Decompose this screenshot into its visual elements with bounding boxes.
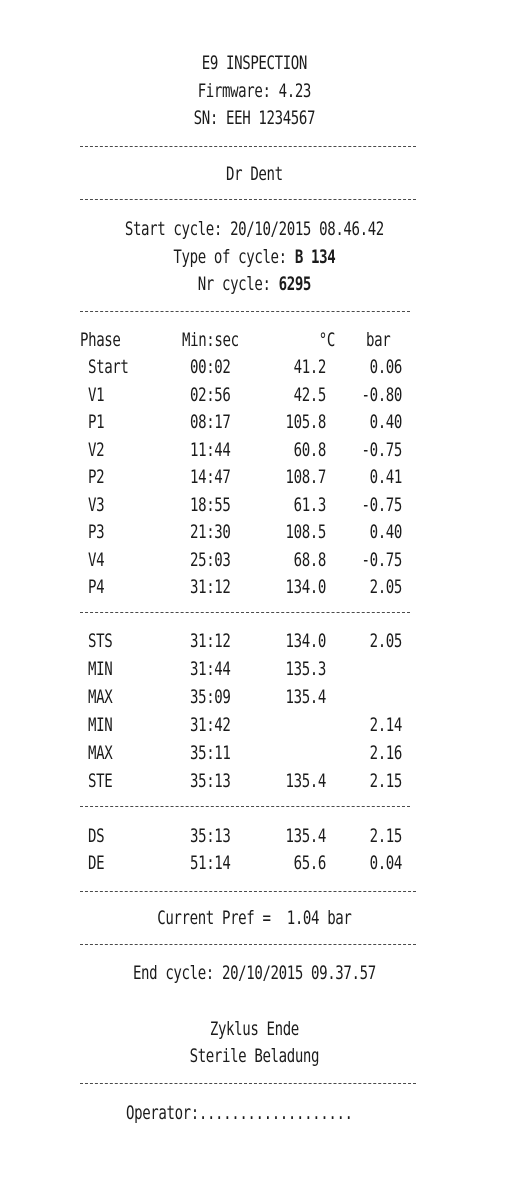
cell-phase: V3 (88, 493, 105, 516)
cell-time: 08:17 (190, 411, 231, 433)
cell-temp: 134.0 (285, 630, 326, 652)
cell-phase: DS (88, 825, 105, 847)
cell-time: 51:14 (190, 852, 231, 874)
cell-time: 14:47 (190, 466, 231, 488)
cell-time: 00:02 (190, 356, 231, 378)
cell-temp: 135.4 (285, 825, 326, 847)
cell-pressure: 0.04 (369, 852, 402, 874)
cell-temp: 135.4 (285, 770, 326, 792)
cell-temp: 105.8 (285, 411, 326, 433)
cell-time: 35:13 (190, 770, 231, 792)
cell-phase: V2 (88, 438, 105, 461)
cell-phase: P2 (88, 466, 105, 488)
cell-pressure: 2.05 (369, 576, 402, 598)
cell-pressure: 0.40 (369, 411, 402, 433)
col-header-temp: °C (318, 329, 335, 351)
firmware-version: Firmware: 4.23 (197, 80, 312, 102)
cell-temp: 65.6 (293, 852, 326, 874)
cell-temp: 42.5 (293, 383, 326, 406)
divider (80, 199, 416, 200)
cell-pressure: -0.75 (361, 438, 402, 461)
cell-time: 02:56 (190, 383, 231, 406)
cell-temp: 134.0 (285, 576, 326, 598)
cell-pressure: 0.41 (369, 466, 402, 488)
cell-phase: STE (88, 770, 113, 792)
cell-temp: 135.3 (285, 658, 326, 680)
divider (80, 944, 416, 945)
cell-pressure: 0.40 (369, 521, 402, 543)
cycle-type: Type of cycle: B 134 (173, 246, 336, 268)
divider (80, 311, 410, 312)
cycle-number: Nr cycle: 6295 (197, 273, 312, 295)
cell-pressure: -0.75 (361, 548, 402, 571)
end-cycle: End cycle: 20/10/2015 09.37.57 (132, 962, 376, 984)
cell-phase: Start (88, 356, 129, 378)
cell-temp: 135.4 (285, 686, 326, 708)
cell-time: 11:44 (190, 438, 231, 461)
divider (80, 1083, 416, 1084)
sterile-load-note: Sterile Beladung (189, 1045, 320, 1067)
cell-phase: STS (88, 630, 113, 652)
operator-field: Operator:................... (126, 1102, 353, 1124)
cell-time: 35:11 (190, 742, 231, 764)
cell-temp: 108.7 (285, 466, 326, 488)
cell-phase: P4 (88, 576, 105, 598)
cycle-end-note: Zyklus Ende (209, 1018, 299, 1040)
cell-phase: P1 (88, 411, 105, 433)
cell-phase: MIN (88, 658, 113, 680)
cell-pressure: 2.16 (369, 742, 402, 764)
cell-temp: 61.3 (293, 493, 326, 516)
cell-time: 31:12 (190, 630, 231, 652)
cell-pressure: 2.15 (369, 825, 402, 847)
divider (80, 146, 416, 147)
cell-time: 18:55 (190, 493, 231, 516)
divider (80, 806, 410, 807)
divider (80, 891, 416, 892)
col-header-phase: Phase (80, 329, 121, 351)
cell-phase: MAX (88, 686, 113, 708)
receipt-title: E9 INSPECTION (201, 52, 307, 74)
cell-time: 31:12 (190, 576, 231, 598)
cell-time: 31:42 (190, 714, 231, 736)
cell-pressure: 2.15 (369, 770, 402, 792)
cell-pressure: 0.06 (369, 356, 402, 378)
cell-phase: V1 (88, 383, 105, 406)
serial-number: SN: EEH 1234567 (193, 107, 316, 129)
cell-phase: MAX (88, 742, 113, 764)
start-cycle: Start cycle: 20/10/2015 08.46.42 (124, 218, 384, 240)
user-name: Dr Dent (226, 163, 283, 185)
cell-temp: 41.2 (293, 356, 326, 378)
col-header-time: Min:sec (182, 329, 239, 351)
cell-time: 35:09 (190, 686, 231, 708)
cell-time: 21:30 (190, 521, 231, 543)
current-pref: Current Pref = 1.04 bar (157, 907, 352, 929)
cell-temp: 108.5 (285, 521, 326, 543)
cell-pressure: -0.80 (361, 383, 402, 406)
cell-time: 25:03 (190, 548, 231, 571)
divider (80, 612, 410, 613)
cell-phase: DE (88, 852, 105, 874)
cell-temp: 60.8 (293, 438, 326, 461)
col-header-pressure: bar (366, 329, 391, 351)
cell-phase: P3 (88, 521, 105, 543)
cell-pressure: -0.75 (361, 493, 402, 516)
cell-temp: 68.8 (293, 548, 326, 571)
cell-time: 35:13 (190, 825, 231, 847)
cell-phase: MIN (88, 714, 113, 736)
cell-pressure: 2.14 (369, 714, 402, 736)
cell-time: 31:44 (190, 658, 231, 680)
cell-pressure: 2.05 (369, 630, 402, 652)
cell-phase: V4 (88, 548, 105, 571)
